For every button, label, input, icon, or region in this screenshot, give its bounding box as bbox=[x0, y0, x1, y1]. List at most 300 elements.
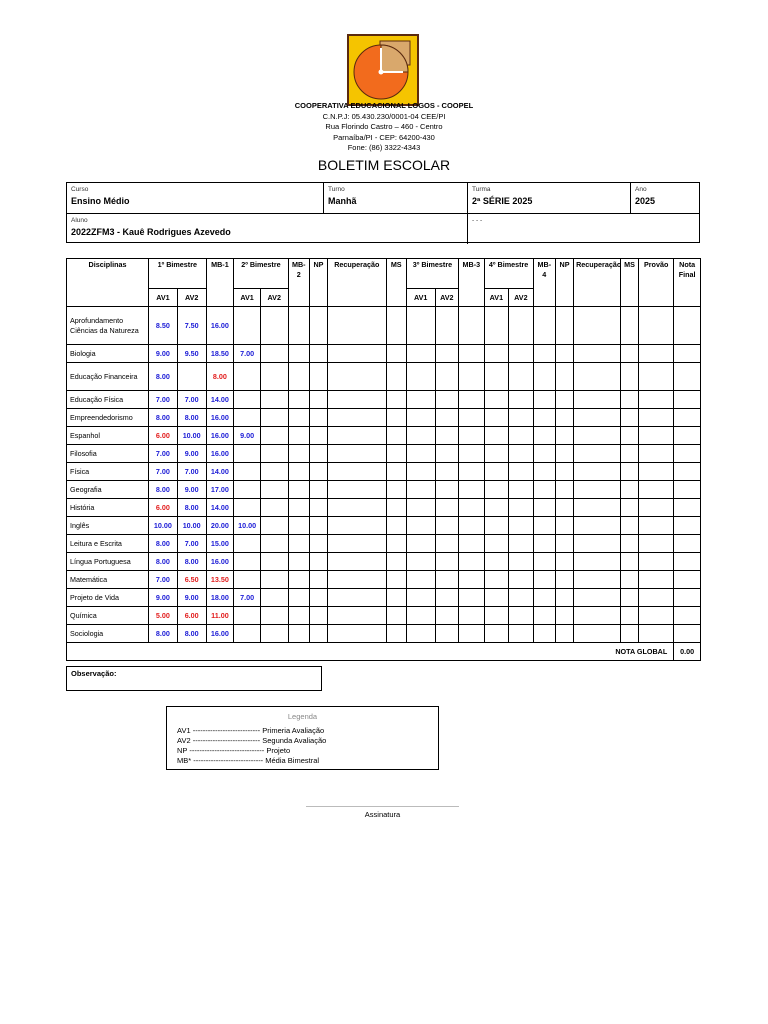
grade-recuperacao-2 bbox=[574, 481, 621, 499]
header-recuperacao-1: Recuperação bbox=[328, 259, 387, 307]
grade-mb1: 16.00 bbox=[206, 553, 234, 571]
grade-b3-av2 bbox=[435, 363, 458, 391]
grade-recuperacao-2 bbox=[574, 463, 621, 481]
grade-mb4 bbox=[533, 445, 555, 463]
header-bimestre-3: 3º Bimestre bbox=[406, 259, 458, 289]
grade-recuperacao-1 bbox=[328, 535, 387, 553]
header-bimestre-1: 1º Bimestre bbox=[149, 259, 207, 289]
turno-cell bbox=[324, 183, 467, 209]
grade-mb1: 20.00 bbox=[206, 517, 234, 535]
grade-b4-av1 bbox=[484, 445, 509, 463]
ano-value: 2025 bbox=[635, 196, 656, 206]
table-row bbox=[67, 427, 701, 445]
grade-mb3 bbox=[459, 625, 485, 643]
grade-mb2 bbox=[288, 607, 309, 625]
grade-nota-final bbox=[674, 445, 701, 463]
grade-mb1: 8.00 bbox=[206, 363, 234, 391]
grade-np-2 bbox=[555, 553, 573, 571]
observacao-label: Observação: bbox=[71, 669, 117, 678]
grade-b4-av1 bbox=[484, 427, 509, 445]
grade-np-1 bbox=[309, 517, 327, 535]
grade-ms-2 bbox=[620, 363, 638, 391]
grade-np-2 bbox=[555, 307, 573, 345]
grade-recuperacao-1 bbox=[328, 409, 387, 427]
grade-b1-av1: 8.00 bbox=[149, 625, 178, 643]
grade-mb4 bbox=[533, 535, 555, 553]
grade-b2-av2 bbox=[260, 445, 288, 463]
grade-mb2 bbox=[288, 553, 309, 571]
grade-mb3 bbox=[459, 409, 485, 427]
grade-b2-av1 bbox=[234, 481, 261, 499]
grade-np-2 bbox=[555, 463, 573, 481]
grade-b4-av1 bbox=[484, 391, 509, 409]
grade-mb4 bbox=[533, 427, 555, 445]
grade-mb2 bbox=[288, 589, 309, 607]
header-ms-1: MS bbox=[386, 259, 406, 307]
grade-b2-av1 bbox=[234, 391, 261, 409]
grade-recuperacao-2 bbox=[574, 427, 621, 445]
grade-mb1: 14.00 bbox=[206, 499, 234, 517]
grade-mb2 bbox=[288, 535, 309, 553]
grade-b1-av1: 8.00 bbox=[149, 409, 178, 427]
grade-ms-1 bbox=[386, 607, 406, 625]
curso-value: Ensino Médio bbox=[71, 196, 130, 206]
grade-b3-av1 bbox=[406, 463, 435, 481]
grade-provao bbox=[639, 625, 674, 643]
grade-ms-2 bbox=[620, 345, 638, 363]
grade-mb2 bbox=[288, 571, 309, 589]
grade-b2-av1 bbox=[234, 571, 261, 589]
grade-nota-final bbox=[674, 463, 701, 481]
grade-mb1: 14.00 bbox=[206, 391, 234, 409]
grade-b1-av2: 10.00 bbox=[177, 517, 206, 535]
discipline-name: Física bbox=[67, 463, 149, 481]
grade-ms-1 bbox=[386, 589, 406, 607]
legend-item: MB* ---------------------------- Média Bimestral bbox=[177, 756, 320, 765]
grade-np-2 bbox=[555, 445, 573, 463]
grade-provao bbox=[639, 553, 674, 571]
grade-nota-final bbox=[674, 625, 701, 643]
grade-recuperacao-2 bbox=[574, 589, 621, 607]
grade-mb2 bbox=[288, 363, 309, 391]
grade-nota-final bbox=[674, 427, 701, 445]
header-bimestre-4: 4º Bimestre bbox=[484, 259, 533, 289]
grade-mb3 bbox=[459, 481, 485, 499]
grade-ms-2 bbox=[620, 589, 638, 607]
grade-recuperacao-2 bbox=[574, 607, 621, 625]
aluno-cell bbox=[67, 214, 467, 240]
grade-np-2 bbox=[555, 535, 573, 553]
grade-b1-av2: 7.00 bbox=[177, 391, 206, 409]
discipline-name: Educação Física bbox=[67, 391, 149, 409]
grade-b2-av1 bbox=[234, 607, 261, 625]
grade-np-1 bbox=[309, 363, 327, 391]
grade-ms-2 bbox=[620, 571, 638, 589]
grade-mb3 bbox=[459, 607, 485, 625]
grade-b1-av1: 9.00 bbox=[149, 345, 178, 363]
grade-b3-av1 bbox=[406, 363, 435, 391]
grade-np-1 bbox=[309, 307, 327, 345]
grade-np-1 bbox=[309, 607, 327, 625]
grade-b2-av2 bbox=[260, 481, 288, 499]
discipline-name: Geografia bbox=[67, 481, 149, 499]
grade-mb2 bbox=[288, 391, 309, 409]
grade-recuperacao-1 bbox=[328, 553, 387, 571]
grade-recuperacao-1 bbox=[328, 625, 387, 643]
grade-np-2 bbox=[555, 499, 573, 517]
discipline-name: Sociologia bbox=[67, 625, 149, 643]
grade-b2-av1: 10.00 bbox=[234, 517, 261, 535]
grade-b3-av2 bbox=[435, 535, 458, 553]
grade-mb4 bbox=[533, 553, 555, 571]
grade-b1-av1: 8.00 bbox=[149, 535, 178, 553]
grade-b4-av1 bbox=[484, 409, 509, 427]
grade-b3-av2 bbox=[435, 391, 458, 409]
grade-b3-av2 bbox=[435, 307, 458, 345]
grade-b2-av1 bbox=[234, 535, 261, 553]
grade-ms-2 bbox=[620, 445, 638, 463]
grade-b2-av1 bbox=[234, 307, 261, 345]
legend-title: Legenda bbox=[287, 712, 318, 721]
sub-b3-av1: AV1 bbox=[406, 289, 435, 307]
grade-b2-av2 bbox=[260, 427, 288, 445]
grade-mb1: 16.00 bbox=[206, 445, 234, 463]
grade-b1-av1: 6.00 bbox=[149, 499, 178, 517]
grade-np-2 bbox=[555, 607, 573, 625]
grade-b2-av2 bbox=[260, 391, 288, 409]
grade-ms-2 bbox=[620, 391, 638, 409]
grade-recuperacao-1 bbox=[328, 499, 387, 517]
grade-b2-av1 bbox=[234, 445, 261, 463]
grade-nota-final bbox=[674, 363, 701, 391]
grade-ms-2 bbox=[620, 427, 638, 445]
grade-b1-av2 bbox=[177, 363, 206, 391]
grade-nota-final bbox=[674, 517, 701, 535]
grade-mb3 bbox=[459, 363, 485, 391]
grade-mb1: 13.50 bbox=[206, 571, 234, 589]
grade-b4-av2 bbox=[509, 363, 534, 391]
table-row bbox=[67, 409, 701, 427]
grade-b2-av1 bbox=[234, 363, 261, 391]
grade-mb2 bbox=[288, 409, 309, 427]
grade-provao bbox=[639, 363, 674, 391]
grade-b1-av2: 8.00 bbox=[177, 409, 206, 427]
grade-mb4 bbox=[533, 625, 555, 643]
grades-table bbox=[66, 258, 701, 661]
grade-mb3 bbox=[459, 463, 485, 481]
turno-label: Turno bbox=[328, 186, 345, 193]
grade-ms-1 bbox=[386, 345, 406, 363]
grade-mb2 bbox=[288, 499, 309, 517]
grade-provao bbox=[639, 427, 674, 445]
grade-ms-2 bbox=[620, 481, 638, 499]
grade-mb2 bbox=[288, 517, 309, 535]
grade-ms-1 bbox=[386, 553, 406, 571]
grade-np-1 bbox=[309, 481, 327, 499]
grade-b1-av2: 6.00 bbox=[177, 607, 206, 625]
grade-b1-av2: 10.00 bbox=[177, 427, 206, 445]
grade-b3-av1 bbox=[406, 499, 435, 517]
grade-mb4 bbox=[533, 307, 555, 345]
grade-b2-av2 bbox=[260, 363, 288, 391]
grade-provao bbox=[639, 481, 674, 499]
grade-mb2 bbox=[288, 481, 309, 499]
grade-recuperacao-2 bbox=[574, 363, 621, 391]
grade-mb1: 17.00 bbox=[206, 481, 234, 499]
grade-b4-av2 bbox=[509, 625, 534, 643]
grade-b4-av1 bbox=[484, 589, 509, 607]
header-provao: Provão bbox=[639, 259, 674, 307]
header-recuperacao-2: Recuperação bbox=[574, 259, 621, 307]
grade-mb4 bbox=[533, 363, 555, 391]
grade-recuperacao-2 bbox=[574, 625, 621, 643]
grade-ms-2 bbox=[620, 517, 638, 535]
turma-value: 2ª SÉRIE 2025 bbox=[472, 196, 533, 206]
grade-mb1: 15.00 bbox=[206, 535, 234, 553]
grade-mb3 bbox=[459, 553, 485, 571]
grade-b2-av2 bbox=[260, 607, 288, 625]
grade-b1-av1: 9.00 bbox=[149, 589, 178, 607]
grade-mb2 bbox=[288, 427, 309, 445]
grade-np-2 bbox=[555, 345, 573, 363]
grade-b3-av1 bbox=[406, 607, 435, 625]
discipline-name: Inglês bbox=[67, 517, 149, 535]
grade-provao bbox=[639, 307, 674, 345]
grade-b2-av2 bbox=[260, 409, 288, 427]
grade-provao bbox=[639, 391, 674, 409]
grade-b3-av1 bbox=[406, 445, 435, 463]
grade-b4-av2 bbox=[509, 463, 534, 481]
grade-mb1: 16.00 bbox=[206, 307, 234, 345]
document-title: BOLETIM ESCOLAR bbox=[317, 157, 451, 173]
grade-b3-av2 bbox=[435, 553, 458, 571]
grade-provao bbox=[639, 409, 674, 427]
table-row bbox=[67, 481, 701, 499]
grade-nota-final bbox=[674, 391, 701, 409]
grade-np-2 bbox=[555, 589, 573, 607]
grade-ms-1 bbox=[386, 363, 406, 391]
header-mb3: MB-3 bbox=[459, 259, 485, 307]
grade-b3-av1 bbox=[406, 517, 435, 535]
grade-ms-1 bbox=[386, 391, 406, 409]
turma-label: Turma bbox=[472, 186, 491, 193]
grade-b1-av1: 8.00 bbox=[149, 481, 178, 499]
table-row bbox=[67, 553, 701, 571]
grade-ms-2 bbox=[620, 499, 638, 517]
discipline-name: Língua Portuguesa bbox=[67, 553, 149, 571]
header-nota-final: Nota Final bbox=[674, 259, 701, 307]
header-np-2: NP bbox=[555, 259, 573, 307]
grade-b3-av2 bbox=[435, 499, 458, 517]
grade-recuperacao-2 bbox=[574, 445, 621, 463]
grade-b2-av1 bbox=[234, 625, 261, 643]
nota-global-label: NOTA GLOBAL bbox=[67, 643, 674, 661]
grade-mb4 bbox=[533, 499, 555, 517]
grade-np-1 bbox=[309, 589, 327, 607]
grade-mb4 bbox=[533, 463, 555, 481]
grade-b3-av2 bbox=[435, 427, 458, 445]
grade-recuperacao-1 bbox=[328, 427, 387, 445]
grade-b4-av1 bbox=[484, 499, 509, 517]
grade-b3-av2 bbox=[435, 345, 458, 363]
grade-ms-1 bbox=[386, 517, 406, 535]
grade-recuperacao-1 bbox=[328, 589, 387, 607]
table-row bbox=[67, 517, 701, 535]
grade-b4-av1 bbox=[484, 345, 509, 363]
grade-b2-av1: 7.00 bbox=[234, 345, 261, 363]
grade-np-2 bbox=[555, 625, 573, 643]
discipline-name: Matemática bbox=[67, 571, 149, 589]
grade-mb4 bbox=[533, 481, 555, 499]
grade-mb3 bbox=[459, 571, 485, 589]
grade-ms-1 bbox=[386, 445, 406, 463]
grade-provao bbox=[639, 463, 674, 481]
sub-b1-av2: AV2 bbox=[177, 289, 206, 307]
ano-label: Ano bbox=[635, 186, 647, 193]
discipline-name: Educação Financeira bbox=[67, 363, 149, 391]
grade-provao bbox=[639, 445, 674, 463]
grade-b2-av1 bbox=[234, 409, 261, 427]
org-city: Parnaíba/PI - CEP: 64200-430 bbox=[333, 132, 435, 142]
grade-b3-av2 bbox=[435, 625, 458, 643]
grade-recuperacao-2 bbox=[574, 345, 621, 363]
grade-recuperacao-1 bbox=[328, 463, 387, 481]
grade-mb4 bbox=[533, 345, 555, 363]
grade-np-1 bbox=[309, 345, 327, 363]
table-row bbox=[67, 535, 701, 553]
table-row bbox=[67, 499, 701, 517]
grade-ms-1 bbox=[386, 463, 406, 481]
grade-recuperacao-2 bbox=[574, 499, 621, 517]
grade-b1-av1: 10.00 bbox=[149, 517, 178, 535]
grade-np-2 bbox=[555, 409, 573, 427]
grade-mb4 bbox=[533, 409, 555, 427]
grade-provao bbox=[639, 345, 674, 363]
table-row bbox=[67, 345, 701, 363]
grade-np-2 bbox=[555, 571, 573, 589]
grade-b2-av1: 7.00 bbox=[234, 589, 261, 607]
grade-nota-final bbox=[674, 535, 701, 553]
discipline-name: Espanhol bbox=[67, 427, 149, 445]
grade-b4-av2 bbox=[509, 517, 534, 535]
org-name: COOPERATIVA EDUCACIONAL LOGOS - COOPEL bbox=[294, 101, 474, 110]
grade-b3-av2 bbox=[435, 517, 458, 535]
grade-b1-av1: 7.00 bbox=[149, 571, 178, 589]
grade-recuperacao-1 bbox=[328, 363, 387, 391]
grade-recuperacao-1 bbox=[328, 571, 387, 589]
sub-b3-av2: AV2 bbox=[435, 289, 458, 307]
legend-box bbox=[166, 706, 439, 770]
grade-ms-2 bbox=[620, 463, 638, 481]
grade-mb4 bbox=[533, 571, 555, 589]
aluno-label: Aluno bbox=[71, 217, 88, 224]
grade-provao bbox=[639, 571, 674, 589]
grade-np-1 bbox=[309, 391, 327, 409]
grade-b3-av1 bbox=[406, 345, 435, 363]
curso-cell bbox=[67, 183, 323, 209]
table-row bbox=[67, 607, 701, 625]
sub-b2-av2: AV2 bbox=[260, 289, 288, 307]
grade-np-1 bbox=[309, 625, 327, 643]
grade-b4-av1 bbox=[484, 535, 509, 553]
grade-recuperacao-1 bbox=[328, 445, 387, 463]
grade-nota-final bbox=[674, 409, 701, 427]
grade-mb2 bbox=[288, 625, 309, 643]
header-mb1: MB-1 bbox=[206, 259, 234, 307]
table-row bbox=[67, 307, 701, 345]
org-phone: Fone: (86) 3322-4343 bbox=[347, 143, 421, 152]
grade-b4-av1 bbox=[484, 571, 509, 589]
grade-b1-av1: 7.00 bbox=[149, 463, 178, 481]
grade-ms-1 bbox=[386, 625, 406, 643]
grade-b1-av1: 8.00 bbox=[149, 553, 178, 571]
grade-b3-av1 bbox=[406, 481, 435, 499]
grade-b1-av2: 9.00 bbox=[177, 589, 206, 607]
grade-b4-av2 bbox=[509, 409, 534, 427]
grade-np-1 bbox=[309, 499, 327, 517]
grade-nota-final bbox=[674, 481, 701, 499]
grade-mb4 bbox=[533, 589, 555, 607]
grade-mb2 bbox=[288, 345, 309, 363]
grade-b3-av2 bbox=[435, 571, 458, 589]
grade-ms-2 bbox=[620, 625, 638, 643]
turno-value: Manhã bbox=[328, 196, 357, 206]
grade-b4-av1 bbox=[484, 517, 509, 535]
grade-b3-av2 bbox=[435, 589, 458, 607]
grade-ms-2 bbox=[620, 409, 638, 427]
school-logo bbox=[347, 34, 419, 106]
discipline-name: Projeto de Vida bbox=[67, 589, 149, 607]
grade-b3-av2 bbox=[435, 409, 458, 427]
grade-np-1 bbox=[309, 535, 327, 553]
grade-b2-av1 bbox=[234, 463, 261, 481]
org-address: Rua Florindo Castro – 460 - Centro bbox=[325, 122, 443, 131]
grade-b1-av2: 8.00 bbox=[177, 625, 206, 643]
grade-b4-av2 bbox=[509, 307, 534, 345]
grade-b1-av1: 7.00 bbox=[149, 445, 178, 463]
grade-mb3 bbox=[459, 517, 485, 535]
grade-provao bbox=[639, 499, 674, 517]
grade-b3-av1 bbox=[406, 409, 435, 427]
aluno-value: 2022ZFM3 - Kauê Rodrigues Azevedo bbox=[71, 227, 231, 237]
grade-np-1 bbox=[309, 553, 327, 571]
grade-b4-av2 bbox=[509, 445, 534, 463]
grade-recuperacao-2 bbox=[574, 409, 621, 427]
grade-b3-av1 bbox=[406, 391, 435, 409]
grade-b3-av1 bbox=[406, 625, 435, 643]
grade-mb1: 16.00 bbox=[206, 625, 234, 643]
discipline-name: História bbox=[67, 499, 149, 517]
grade-recuperacao-1 bbox=[328, 481, 387, 499]
table-row bbox=[67, 571, 701, 589]
grade-np-2 bbox=[555, 391, 573, 409]
grade-recuperacao-2 bbox=[574, 571, 621, 589]
header-mb4: MB-4 bbox=[533, 259, 555, 307]
grade-b1-av1: 8.00 bbox=[149, 363, 178, 391]
grade-recuperacao-1 bbox=[328, 607, 387, 625]
observacao-box bbox=[66, 666, 322, 691]
table-row bbox=[67, 363, 701, 391]
grade-recuperacao-2 bbox=[574, 535, 621, 553]
grade-np-1 bbox=[309, 445, 327, 463]
grade-recuperacao-2 bbox=[574, 553, 621, 571]
grade-mb3 bbox=[459, 535, 485, 553]
grade-b3-av1 bbox=[406, 571, 435, 589]
grade-np-1 bbox=[309, 427, 327, 445]
grade-b4-av2 bbox=[509, 535, 534, 553]
grade-nota-final bbox=[674, 553, 701, 571]
grade-b4-av2 bbox=[509, 427, 534, 445]
